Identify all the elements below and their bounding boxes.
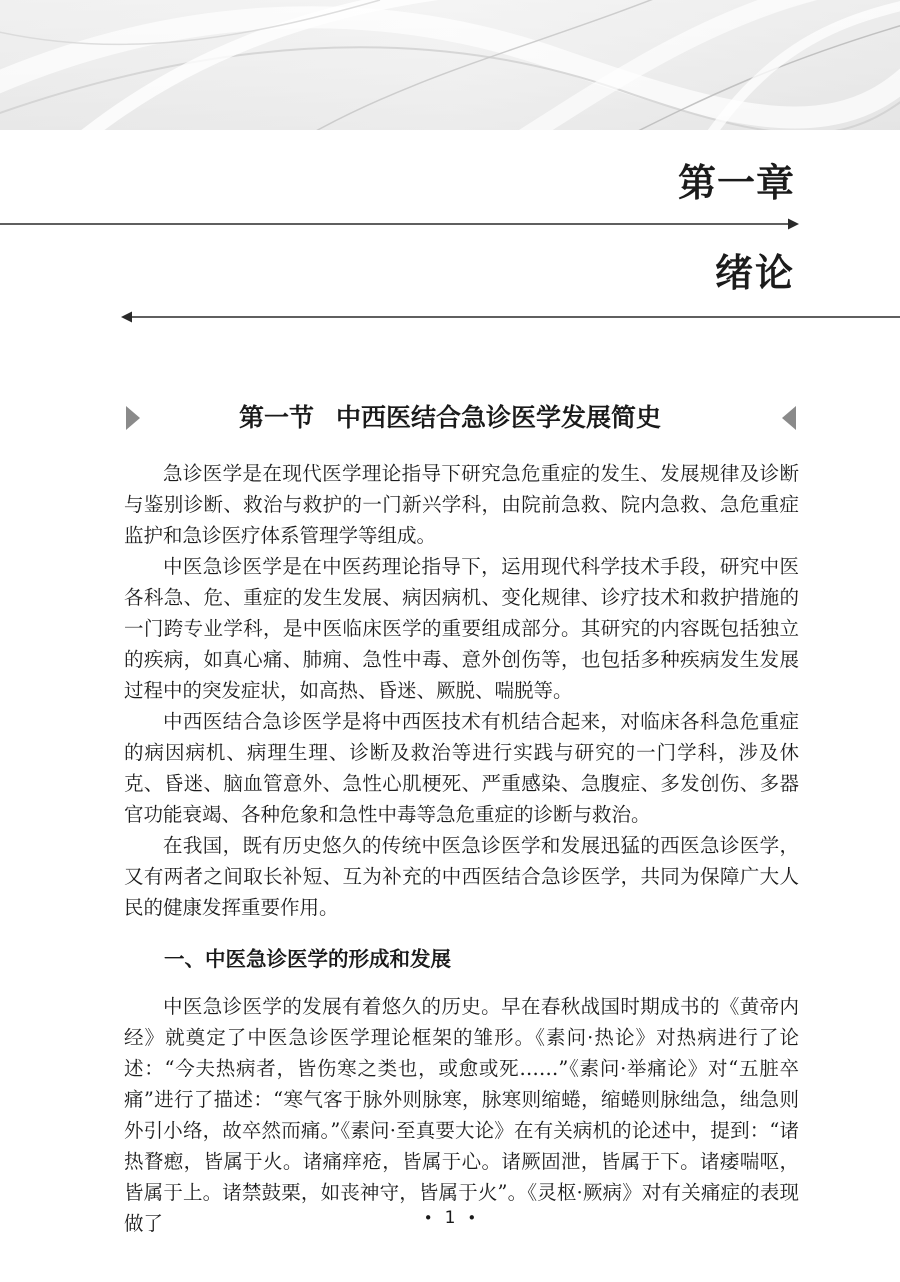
page-number: 1 xyxy=(444,1208,456,1228)
chapter-title: 绪论 xyxy=(714,251,795,295)
footer-dot-icon: • xyxy=(423,1209,433,1227)
header-banner-decoration xyxy=(0,0,900,130)
banner-swirl-graphic xyxy=(0,0,900,130)
section-number: 第一节 xyxy=(238,403,314,432)
intro-paragraph: 在我国，既有历史悠久的传统中医急诊医学和发展迅猛的西医急诊医学，又有两者之间取长补短、互为补充的中西医结合急诊医学，共同为保障广大人民的健康发挥重要作用。 xyxy=(124,834,799,919)
footer-dot-icon: • xyxy=(467,1209,477,1227)
intro-paragraph: 中医急诊医学是在中医药理论指导下，运用现代科学技术手段，研究中医各科急、危、重症的发生发展、病因病机、变化规律、诊疗技术和救护措施的一门跨专业学科，是中医临床医学的重要组成部分。其研究的内容既包括独立的疾病，如真心痛、肺痈、急性中毒、意外创伤等，也包括多种疾病发生发展过程中的突发症状，如高热、昏迷、厥脱、喘脱等。 xyxy=(124,555,799,702)
body-text xyxy=(124,458,799,1239)
subsection-heading: 一、中医急诊医学的形成和发展 xyxy=(164,947,451,971)
intro-paragraph: 急诊医学是在现代医学理论指导下研究急危重症的发生、发展规律及诊断与鉴别诊断、救治与救护的一门新兴学科，由院前急救、院内急救、急危重症监护和急诊医疗体系管理学等组成。 xyxy=(124,462,799,547)
chapter-label: 第一章 xyxy=(677,161,795,205)
section-heading xyxy=(0,398,900,438)
section-title: 中西医结合急诊医学发展简史 xyxy=(336,403,662,432)
subsection-paragraph: 中医急诊医学的发展有着悠久的历史。早在春秋战国时期成书的《黄帝内经》就奠定了中医急诊医学理论框架的雏形。《素问·热论》对热病进行了论述：“今夫热病者，皆伤寒之类也，或愈或死……”《素问·举痛论》对“五脏卒痛”进行了描述：“寒气客于脉外则脉寒，脉寒则缩蜷，缩蜷则脉绌急，绌急则外引小络，故卒然而痛。”《素问·至真要大论》在有关病机的论述中，提到：“诸热瞀瘛，皆属于火。诸痛痒疮，皆属于心。诸厥固泄，皆属于下。诸痿喘呕，皆属于上。诸禁鼓栗，如丧神守，皆属于火”。《灵枢·厥病》对有关痛症的表现做了 xyxy=(124,995,799,1235)
intro-paragraph: 中西医结合急诊医学是将中西医技术有机结合起来，对临床各科急危重症的病因病机、病理生理、诊断及救治等进行实践与研究的一门学科，涉及休克、昏迷、脑血管意外、急性心肌梗死、严重感染、急腹症、多发创伤、多器官功能衰竭、各种危象和急性中毒等急危重症的诊断与救治。 xyxy=(124,710,799,826)
chapter-rule-left-arrow xyxy=(120,309,900,325)
chapter-rule-right-arrow xyxy=(0,216,800,232)
page-footer xyxy=(0,1208,900,1228)
